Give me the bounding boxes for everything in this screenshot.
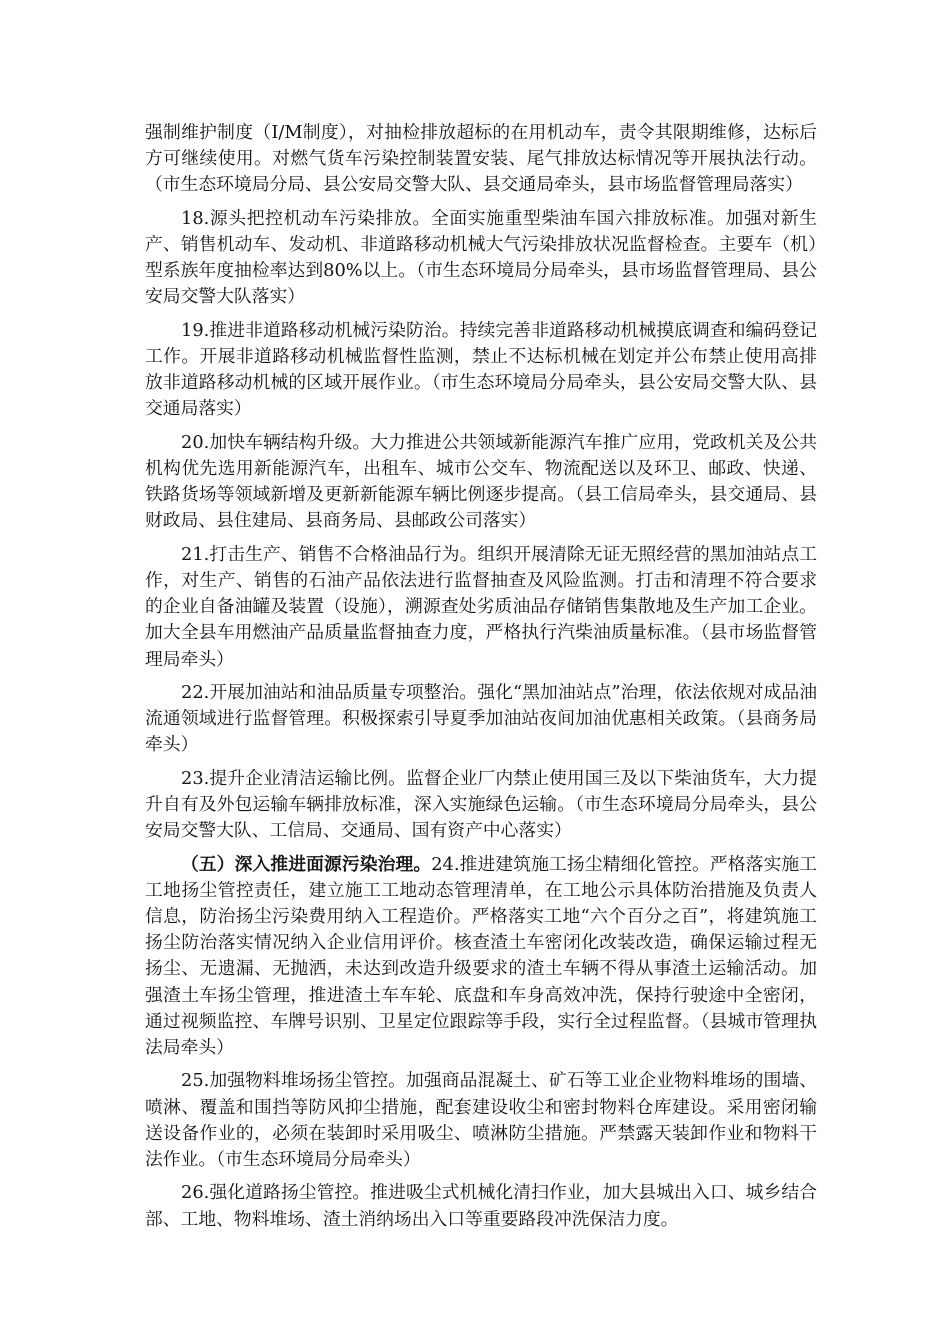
- paragraph-text: 21.打击生产、销售不合格油品行为。组织开展清除无证无照经营的黑加油站点工作，对生产、销售的石油产品依法进行监督抽查及风险监测。打击和清理不符合要求的企业自备油罐及装置（设施），溯源查处劣质油品存储销售集散地及生产加工企业。加大全县车用燃油产品质量监督抽查力度，严格执行汽柴油质量标准。（县市场监督管理局牵头）: [145, 543, 817, 670]
- paragraph-section-5: [145, 852, 817, 1062]
- paragraph-continuation: [145, 120, 817, 199]
- paragraph-text: 25.加强物料堆场扬尘管控。加强商品混凝土、矿石等工业企业物料堆场的围墙、喷淋、覆盖和围挡等防风抑尘措施，配套建设收尘和密封物料仓库建设。采用密闭输送设备作业的，必须在装卸时采用吸尘、喷淋防尘措施。严禁露天装卸作业和物料干法作业。（市生态环境局分局牵头）: [145, 1070, 817, 1171]
- paragraph-text: 19.推进非道路移动机械污染防治。持续完善非道路移动机械摸底调查和编码登记工作。开展非道路移动机械监督性监测，禁止不达标机械在划定并公布禁止使用高排放非道路移动机械的区域开展作业。（市生态环境局分局牵头，县公安局交警大队、县交通局落实）: [145, 319, 817, 420]
- paragraph-item-25: [145, 1068, 817, 1173]
- paragraph-item-21: [145, 542, 817, 673]
- paragraph-text: 23.提升企业清洁运输比例。监督企业厂内禁止使用国三及以下柴油货车，大力提升自有及外包运输车辆排放标准，深入实施绿色运输。（市生态环境局分局牵头，县公安局交警大队、工信局、交通局、国有资产中心落实）: [145, 767, 817, 842]
- paragraph-item-20: [145, 430, 817, 535]
- paragraph-item-26: [145, 1180, 817, 1232]
- section-heading: （五）深入推进面源污染治理。: [181, 853, 432, 875]
- paragraph-item-19: [145, 318, 817, 423]
- document-body: [145, 120, 817, 1240]
- paragraph-item-23: [145, 766, 817, 845]
- paragraph-text: 22.开展加油站和油品质量专项整治。强化“黑加油站点”治理，依法依规对成品油流通领域进行监督管理。积极探索引导夏季加油站夜间加油优惠相关政策。（县商务局牵头）: [145, 682, 817, 756]
- paragraph-text: 20.加快车辆结构升级。大力推进公共领域新能源汽车推广应用，党政机关及公共机构优先选用新能源汽车，出租车、城市公交车、物流配送以及环卫、邮政、快递、铁路货场等领域新增及更新新能源车辆比例逐步提高。（县工信局牵头，县交通局、县财政局、县住建局、县商务局、县邮政公司落实）: [145, 431, 817, 532]
- paragraph-text: 强制维护制度（I/M制度），对抽检排放超标的在用机动车，责令其限期维修，达标后方可继续使用。对燃气货车污染控制装置安装、尾气排放达标情况等开展执法行动。（市生态环境局分局、县公安局交警大队、县交通局牵头，县市场监督管理局落实）: [145, 122, 817, 196]
- paragraph-text: 24.推进建筑施工扬尘精细化管控。严格落实施工工地扬尘管控责任，建立施工工地动态管理清单，在工地公示具体防治措施及负责人信息，防治扬尘污染费用纳入工程造价。严格落实工地“六个百分之百”，将建筑施工扬尘防治落实情况纳入企业信用评价。核查渣土车密闭化改装改造，确保运输过程无扬尘、无遗漏、无抛洒，未达到改造升级要求的渣土车辆不得从事渣土运输活动。加强渣土车扬尘管理，推进渣土车车轮、底盘和车身高效冲洗，保持行驶途中全密闭，通过视频监控、车牌号识别、卫星定位跟踪等手段，实行全过程监督。（县城市管理执法局牵头）: [145, 853, 817, 1059]
- paragraph-text: 26.强化道路扬尘管控。推进吸尘式机械化清扫作业，加大县城出入口、城乡结合部、工地、物料堆场、渣土消纳场出入口等重要路段冲洗保洁力度。: [145, 1182, 817, 1230]
- paragraph-text: 18.源头把控机动车污染排放。全面实施重型柴油车国六排放标准。加强对新生产、销售机动车、发动机、非道路移动机械大气污染排放状况监督检查。主要车（机）型系族年度抽检率达到80%以上。（市生态环境局分局牵头，县市场监督管理局、县公安局交警大队落实）: [145, 207, 817, 308]
- paragraph-item-18: [145, 206, 817, 311]
- paragraph-item-22: [145, 680, 817, 759]
